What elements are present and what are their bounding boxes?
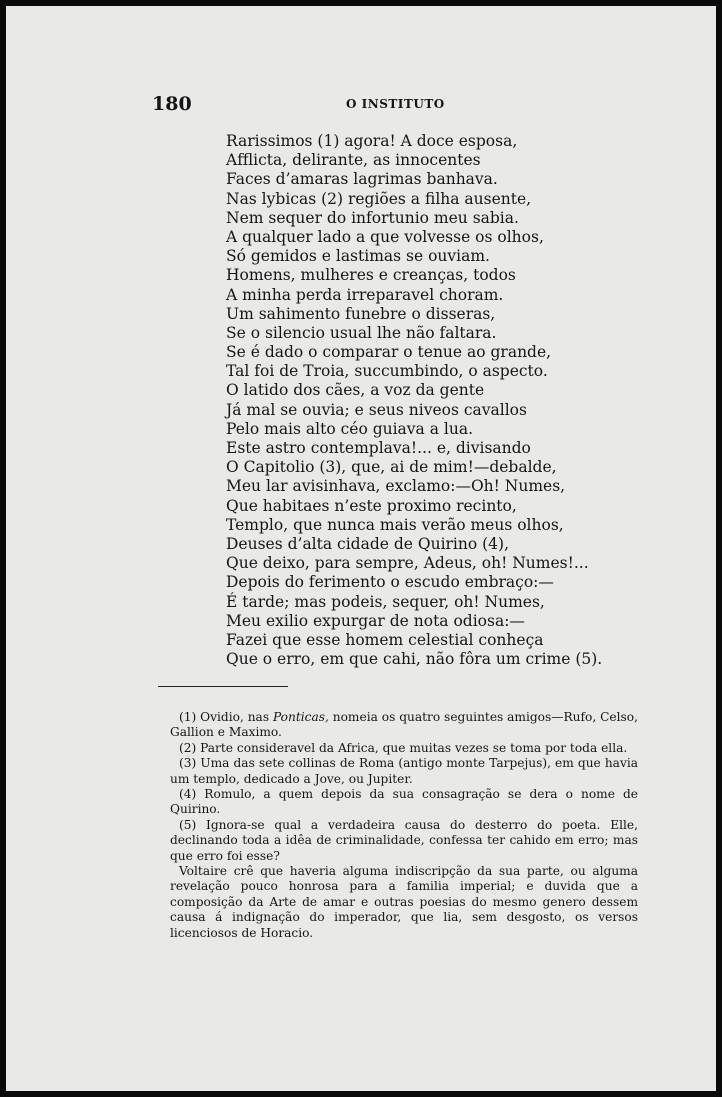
- poem-line: O Capitolio (3), que, ai de mim!—debalde,: [226, 458, 557, 477]
- poem-line: Templo, que nunca mais verão meus olhos,: [226, 515, 564, 534]
- footnote-1-italic: Ponticas,: [272, 710, 329, 724]
- footnotes-block: [170, 710, 638, 941]
- poem-line: Meu lar avisinhava, exclamo:—Oh! Numes,: [226, 477, 566, 496]
- footnote-5-continuation: Voltaire crê que haveria alguma indiscripção da sua parte, ou alguma revelação pouco honrosa para a familia imperial; e duvida que a composição da Arte de amar e outras poesias do mesmo genero dessem causa á indignação do imperador, que lia, sem desgosto, os versos licenciosos de Horacio.: [170, 864, 638, 940]
- poem-line: Homens, mulheres e creanças, todos: [226, 266, 516, 285]
- page-header: [152, 93, 652, 117]
- poem-line: Que habitaes n’este proximo recinto,: [226, 496, 517, 515]
- poem-line: Se o silencio usual lhe não faltara.: [226, 323, 497, 342]
- poem-line: Faces d’amaras lagrimas banhava.: [226, 170, 498, 189]
- poem-line: Deuses d’alta cidade de Quirino (4),: [226, 534, 510, 553]
- poem-line: Que deixo, para sempre, Adeus, oh! Numes!...: [226, 554, 589, 573]
- poem-line: Se é dado o comparar o tenue ao grande,: [226, 343, 552, 362]
- poem-line: Já mal se ouvia; e seus niveos cavallos: [226, 400, 527, 419]
- poem-line: Afflicta, delirante, as innocentes: [226, 151, 481, 170]
- footnote-1-pre: (1) Ovidio, nas: [179, 710, 273, 724]
- poem-line: Este astro contemplava!... e, divisando: [226, 439, 531, 457]
- poem-line: Um sahimento funebre o disseras,: [226, 304, 496, 323]
- book-page: [6, 6, 716, 1091]
- poem-line: Nas lybicas (2) regiões a filha ausente,: [226, 189, 532, 208]
- poem-line: A qualquer lado a que volvesse os olhos,: [226, 227, 544, 246]
- poem-line: Fazei que esse homem celestial conheça: [226, 630, 544, 649]
- footnote-rule: [158, 686, 288, 687]
- poem-line: O latido dos cães, a voz da gente: [226, 381, 485, 400]
- poem-line: Depois do ferimento o escudo embraço:—: [226, 573, 554, 592]
- footnote-3: (3) Uma das sete collinas de Roma (antigo monte Tarpejus), em que havia um templo, dedicado a Jove, ou Jupiter.: [170, 756, 638, 786]
- poem-line: Nem sequer do infortunio meu sabia.: [226, 208, 519, 227]
- poem-line: Meu exilio expurgar de nota odiosa:—: [226, 611, 525, 630]
- footnote-2: (2) Parte consideravel da Africa, que muitas vezes se toma por toda ella.: [179, 740, 628, 755]
- poem-line: Rarissimos (1) agora! A doce esposa,: [226, 132, 518, 150]
- footnote-5: (5) Ignora-se qual a verdadeira causa do desterro do poeta. Elle, declinando toda a idêa de criminalidade, confessa ter cahido em erro; mas que erro foi esse?: [170, 817, 638, 863]
- footnote-1-post: nomeia os quatro seguintes amigos—Rufo, Celso, Gallion e Maximo.: [170, 710, 638, 740]
- poem-block: [226, 132, 666, 669]
- footnote-1: [170, 710, 638, 741]
- poem-line: Tal foi de Troia, succumbindo, o aspecto.: [226, 362, 548, 381]
- running-head: O INSTITUTO: [346, 97, 445, 111]
- footnote-4: (4) Romulo, a quem depois da sua consagração se dera o nome de Quirino.: [170, 787, 638, 817]
- poem-line: A minha perda irreparavel choram.: [226, 285, 504, 304]
- poem-line: Que o erro, em que cahi, não fôra um crime (5).: [226, 650, 603, 669]
- page-number: 180: [152, 93, 192, 115]
- poem-line: Só gemidos e lastimas se ouviam.: [226, 247, 490, 266]
- poem-line: Pelo mais alto céo guiava a lua.: [226, 419, 474, 438]
- poem-line: É tarde; mas podeis, sequer, oh! Numes,: [226, 592, 545, 611]
